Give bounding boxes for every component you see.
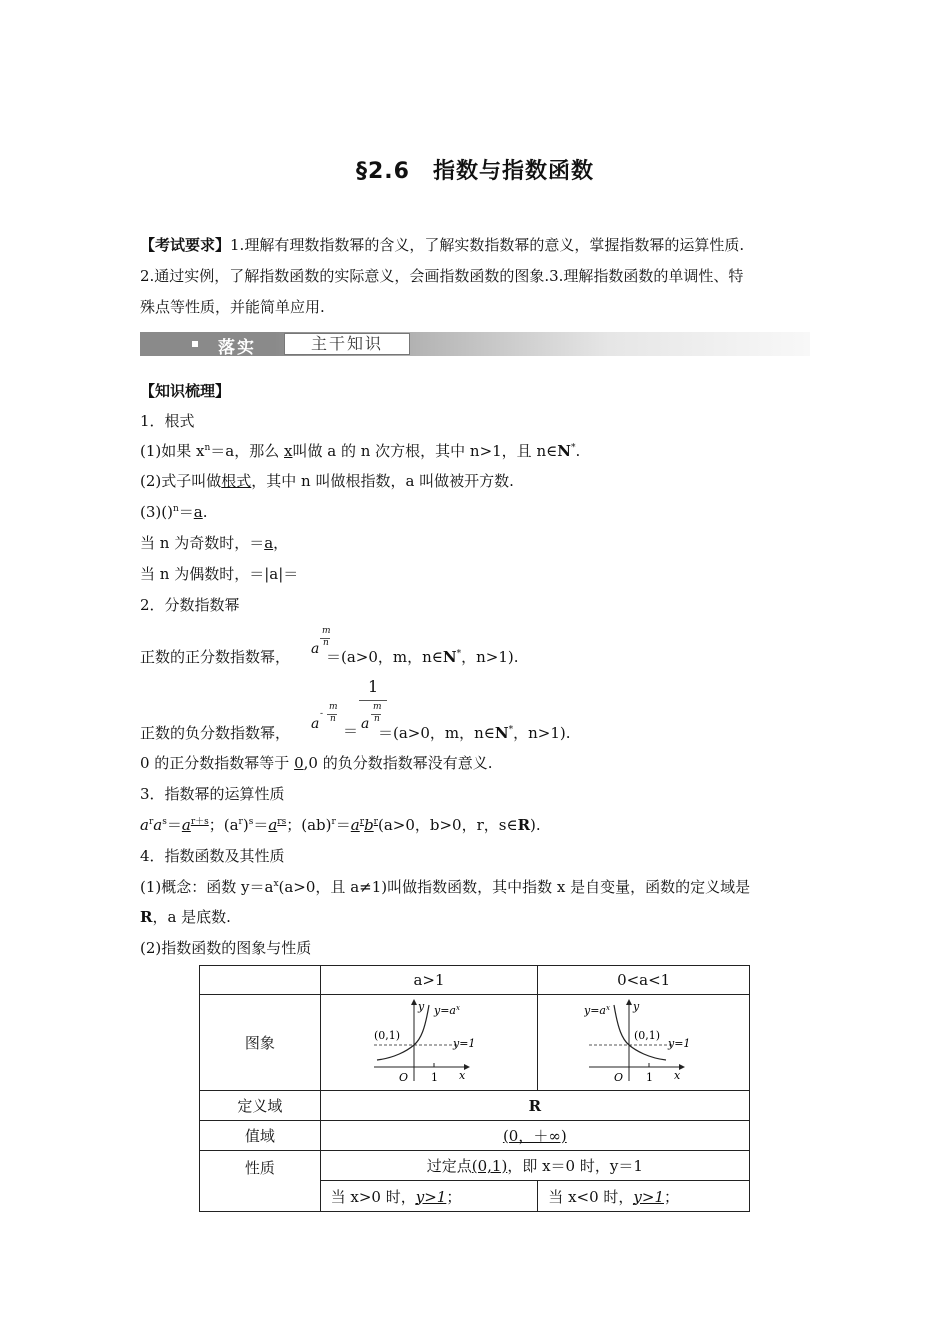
radical-line-2: (2)式子叫做根式，其中 n 叫做根指数，a 叫做被开方数. <box>140 472 514 490</box>
curve-label: $y=a^x$ <box>433 1003 460 1017</box>
graph-cell-increasing <box>320 995 538 1091</box>
radical-line-1: (1)如果 $x^n=a$，那么 x叫做 a 的 n 次方根，其中 n>1，且 n∈N*. <box>140 442 581 460</box>
neg-den-n: n <box>374 714 380 724</box>
range-value: (0，＋∞) <box>320 1121 749 1151</box>
row-label-props: 性质 <box>200 1151 321 1212</box>
properties-table <box>199 965 750 1212</box>
neg-equals: ＝ <box>343 722 359 740</box>
property-a-lt-1: 当 x<0 时，y>1； <box>538 1181 750 1212</box>
tick-label: 1 <box>645 1070 653 1084</box>
line-label: y=1 <box>452 1036 476 1050</box>
requirements-label: 【考试要求】 <box>140 236 231 254</box>
origin-label: O <box>398 1070 408 1084</box>
table-corner <box>200 966 321 995</box>
heading-fractional: 2．分数指数幂 <box>140 596 240 614</box>
neg-m: m <box>329 702 338 712</box>
x-axis-label: x <box>458 1068 466 1082</box>
banner-right-label: 主干知识 <box>284 333 410 355</box>
y-axis-label: y <box>632 999 639 1013</box>
radical-line-3: (3)()$^n$＝a. <box>140 503 208 521</box>
neg-den-base: a <box>361 716 370 732</box>
square-icon <box>192 341 198 347</box>
tick-label: 1 <box>430 1070 438 1084</box>
neg-numerator: 1 <box>368 677 379 696</box>
domain-value: R <box>320 1091 749 1121</box>
requirements-line: 殊点等性质，并能简单应用. <box>140 298 325 316</box>
header-a-gt-1: a>1 <box>320 966 538 995</box>
operation-rules: $a^ra^s=a^{r+s}$；$(a^r)^s=a^{rs}$；$(ab)^r=a^rb^r(a>0$，b>0，r，s∈R). <box>140 816 541 834</box>
neg-base: a <box>311 716 320 732</box>
negative-fractional: 正数的负分数指数幂， ＝(a>0，m，n∈N*，n>1). <box>140 724 571 742</box>
neg-n: n <box>330 714 336 724</box>
heading-operations: 3．指数幂的运算性质 <box>140 785 285 803</box>
pos-m: m <box>322 626 331 636</box>
point-label: (0,1) <box>373 1028 401 1042</box>
increasing-graph <box>369 997 489 1089</box>
header-a-lt-1: 0<a<1 <box>538 966 750 995</box>
radical-odd: 当 n 为奇数时，＝a， <box>140 534 289 552</box>
neg-den-m: m <box>373 702 382 712</box>
row-label-range: 值域 <box>200 1121 321 1151</box>
banner-left-label: 落实 <box>218 338 256 358</box>
radical-even: 当 n 为偶数时，＝|a|＝ <box>140 565 299 583</box>
curve-label: $y=a^x$ <box>583 1003 610 1017</box>
exp-concept-2: R，a 是底数. <box>140 908 231 926</box>
heading-exp-function: 4．指数函数及其性质 <box>140 847 285 865</box>
requirements-line: 2.通过实例，了解指数函数的实际意义，会画指数函数的图象.3.理解指数函数的单调性、特 <box>140 267 744 285</box>
pos-base: a <box>311 641 320 657</box>
graph-cell-decreasing <box>538 995 750 1091</box>
fixed-point: 过定点(0,1)，即 x＝0 时，y＝1 <box>320 1151 749 1181</box>
zero-power: 0 的正分数指数幂等于 0,0 的负分数指数幂没有意义. <box>140 754 493 772</box>
row-label-domain: 定义域 <box>200 1091 321 1121</box>
line-label: y=1 <box>667 1036 691 1050</box>
page-title: §2.6 指数与指数函数 <box>356 159 594 184</box>
row-label-graph: 图象 <box>200 995 321 1091</box>
y-axis-label: y <box>417 999 425 1013</box>
exam-requirements <box>140 230 812 323</box>
property-a-gt-1: 当 x>0 时，y>1； <box>320 1181 538 1212</box>
exp-graph-heading: (2)指数函数的图象与性质 <box>140 939 312 957</box>
positive-fractional: 正数的正分数指数幂， ＝(a>0，m，n∈N*，n>1). <box>140 648 519 666</box>
exp-concept-1: (1)概念：函数 $y=a^x(a>0$，且 a≠1)叫做指数函数，其中指数 x 是自变量，函数的定义域是 <box>140 878 751 896</box>
neg-minus: - <box>320 709 324 719</box>
knowledge-label: 【知识梳理】 <box>140 382 231 400</box>
point-label: (0,1) <box>633 1028 660 1042</box>
origin-label: O <box>613 1070 623 1084</box>
x-axis-label: x <box>673 1068 680 1082</box>
section-banner <box>140 332 810 356</box>
heading-radical: 1．根式 <box>140 412 195 430</box>
requirements-line: 1.理解有理数指数幂的含义，了解实数指数幂的意义，掌握指数幂的运算性质. <box>230 236 745 254</box>
fraction-bar <box>359 700 387 701</box>
pos-n: n <box>323 638 329 648</box>
decreasing-graph <box>584 997 704 1089</box>
